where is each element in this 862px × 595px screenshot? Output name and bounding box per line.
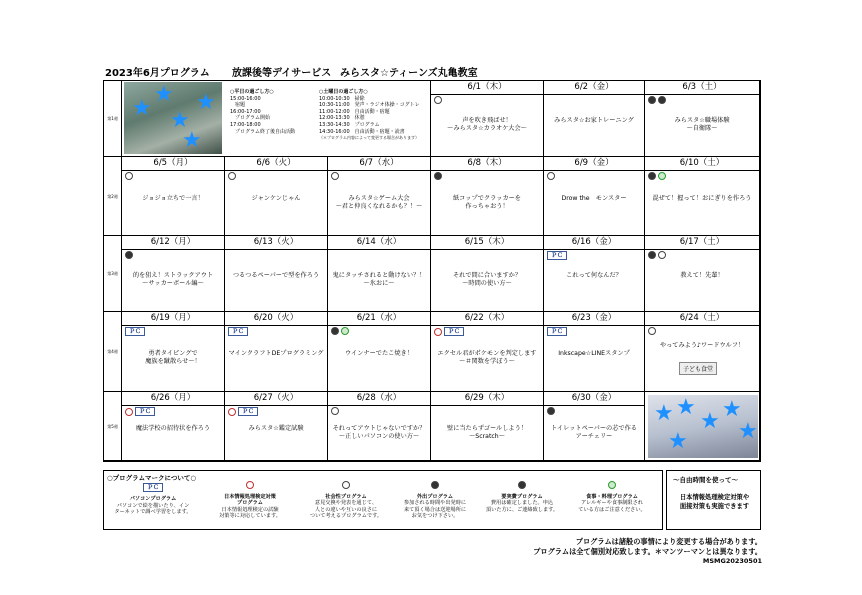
day-cell — [122, 157, 225, 236]
legend-item-title: 要実費プログラム — [501, 493, 543, 500]
day-date: 6/21（水） — [328, 312, 430, 326]
program-title: 鬼にタッチされると動けない？！ ～氷おに～ — [332, 272, 426, 287]
day-cell — [225, 236, 328, 312]
free-time-box — [666, 470, 761, 530]
legend-item — [204, 481, 296, 520]
day-date: 6/12（月） — [122, 236, 224, 250]
food-icon — [608, 481, 616, 489]
program-title: 的を狙え！ストラックアウト ～サッカーボール編～ — [132, 272, 214, 287]
week1-info-cell — [122, 81, 431, 157]
week-label: 第3週 — [104, 236, 122, 312]
star-mark-icon: ★ — [132, 96, 152, 121]
hobby-icon — [648, 172, 656, 180]
program-title: 魔法学校の招待状を作ろう — [135, 424, 211, 432]
legend-item — [300, 481, 392, 520]
saturday-schedule-line: 12:00-13:30 休憩 — [319, 115, 365, 122]
day-cell — [225, 392, 328, 461]
day-date: 6/29（木） — [431, 392, 543, 406]
day-cell — [645, 312, 760, 392]
saturday-schedule-line: 10:30-11:00 発声・ラジオ体操・コグトレ — [319, 102, 420, 109]
day-cell — [328, 392, 431, 461]
food-icon — [341, 327, 349, 335]
pc-badge-icon: ＰＣ — [228, 327, 248, 336]
program-title: Drow the モンスター — [561, 194, 627, 202]
legend-item-desc: 意見交換や発表を通じて、 人との違いや互いの良さに ついて考えるプログラムです。 — [309, 500, 383, 520]
day-date: 6/22（木） — [431, 312, 543, 326]
jken-icon — [125, 408, 133, 416]
program-title: みらスタ☆お家トレーニング — [554, 117, 634, 124]
pc-badge-icon: ＰＣ — [125, 327, 145, 336]
week-label: 第4週 — [104, 312, 122, 392]
social-icon — [342, 481, 350, 489]
program-icons — [648, 327, 656, 335]
program-icons — [434, 172, 442, 180]
program-icons — [125, 172, 133, 180]
star-mark-icon: ★ — [738, 419, 758, 444]
outing-icon — [125, 251, 133, 259]
day-date: 6/24（土） — [645, 312, 759, 326]
weekday-schedule-line: 17:00-18:00 — [230, 121, 261, 128]
star-mark-icon: ★ — [722, 397, 742, 422]
saturday-schedule-line: 13:30-14:30 プログラム — [319, 121, 380, 128]
program-icons — [547, 172, 555, 180]
day-cell — [431, 81, 544, 157]
program-icons — [547, 327, 567, 336]
program-title: 紙コップでクラッカーを 作っちゃおう！ — [453, 194, 521, 210]
program-icons — [125, 251, 133, 259]
program-icons — [547, 251, 567, 260]
day-date: 6/5（月） — [122, 157, 224, 171]
program-icons — [331, 172, 339, 180]
day-cell — [431, 236, 544, 312]
social-icon — [434, 96, 442, 104]
program-icons — [434, 327, 464, 336]
day-cell — [544, 81, 645, 157]
jken-icon — [246, 481, 254, 489]
hobby-icon — [518, 481, 526, 489]
week-label: 第2週 — [104, 157, 122, 236]
program-icons — [648, 172, 666, 180]
legend-item — [476, 481, 568, 513]
day-cell — [328, 312, 431, 392]
document-code: MSMG20230501 — [702, 557, 762, 565]
free-time-text: 日本情報処理検定対策や 面接対策も実施できます — [679, 494, 750, 510]
star-mark-icon: ★ — [154, 82, 174, 107]
program-title: トイレットペーパーの芯で作る アーチェリー — [551, 424, 637, 440]
program-title: エクセル君がポケモンを判定します ～＃関数を学ぼう～ — [437, 350, 537, 365]
saturday-schedule-line: 11:00-12:00 自由活動・宿題 — [319, 108, 390, 115]
day-cell — [431, 157, 544, 236]
program-title: 2023年6月プログラム — [105, 68, 210, 79]
program-title: それで間に合いますか？ ～時間の使い方～ — [452, 272, 522, 287]
day-date: 6/20（火） — [225, 312, 327, 326]
star-mark-icon: ★ — [668, 429, 688, 454]
program-title: Inkscape☆LINEスタンプ — [558, 350, 630, 357]
food-icon — [658, 172, 666, 180]
photo-cell — [645, 392, 760, 461]
social-icon — [547, 172, 555, 180]
program-icons — [228, 172, 236, 180]
social-icon — [125, 172, 133, 180]
day-date: 6/13（火） — [225, 236, 327, 250]
day-cell — [544, 236, 645, 312]
pc-badge-icon: ＰＣ — [547, 251, 567, 260]
calendar-grid — [103, 80, 761, 462]
hobby-icon — [547, 407, 555, 415]
program-icons — [125, 407, 155, 416]
group-photo — [648, 395, 758, 458]
legend-heading: ○プログラムマークについて○ — [107, 474, 197, 482]
facility-name: みらスタ☆ティーンズ丸亀教室 — [340, 68, 478, 79]
pc-badge-icon: ＰＣ — [547, 327, 567, 336]
legend-item — [566, 481, 658, 513]
weekday-schedule-line: 15:00-16:00 — [230, 95, 261, 102]
program-icons — [648, 251, 666, 259]
star-mark-icon: ★ — [170, 108, 190, 133]
program-title: みらスタ☆鑑定試験 — [248, 424, 304, 432]
day-date: 6/7（水） — [328, 157, 430, 171]
day-cell — [122, 312, 225, 392]
legend-item-title: 食事・料理プログラム — [586, 493, 638, 500]
weekday-schedule-line: 宿題 — [230, 102, 246, 109]
program-icons — [228, 327, 248, 336]
day-date: 6/6（火） — [225, 157, 327, 171]
program-icons — [331, 407, 339, 415]
legend-item-title: パソコンプログラム — [129, 496, 177, 502]
week-label: 第5週 — [104, 392, 122, 461]
day-date: 6/1（木） — [431, 81, 543, 95]
day-cell — [122, 236, 225, 312]
program-title: 教えて！先輩！ — [680, 272, 724, 279]
program-title: やってみよう♪ワードウルフ！ — [659, 342, 745, 349]
outing-icon — [431, 481, 439, 489]
day-date: 6/16（金） — [544, 236, 644, 250]
day-date: 6/14（水） — [328, 236, 430, 250]
pc-badge-icon: ＰＣ — [444, 327, 464, 336]
day-cell — [225, 157, 328, 236]
program-icons — [648, 96, 666, 104]
weekday-schedule-line: 16:00-17:00 — [230, 108, 261, 115]
program-icons — [228, 407, 258, 416]
program-title: これって何なんだ？ — [566, 272, 622, 279]
program-title: みらスタ☆職場体験 ～自衛隊～ — [674, 117, 730, 132]
legend-item-title: 外出プログラム — [416, 493, 454, 500]
program-title: 混ぜて！握って！おにぎりを作ろう — [652, 194, 752, 202]
day-date: 6/30（金） — [544, 392, 644, 406]
weekday-schedule-heading: ○平日の過ごし方○ — [230, 89, 274, 95]
day-cell — [328, 157, 431, 236]
pc-badge-icon: ＰＣ — [143, 483, 163, 492]
pc-badge-icon: ＰＣ — [135, 407, 155, 416]
day-cell — [544, 312, 645, 392]
legend-item-title: 社会性プログラム — [325, 493, 367, 500]
weekday-schedule-line: プログラム開始 — [230, 115, 270, 122]
program-icons — [125, 327, 145, 336]
footer-notice-2: プログラムは全て個別対応致します。＊マンツーマンとは異なります。 — [533, 547, 762, 556]
day-cell — [225, 312, 328, 392]
legend-item — [389, 481, 481, 520]
program-title: 壁に当たらずゴールしよう！ ～Scratch～ — [446, 424, 527, 440]
star-mark-icon: ★ — [182, 128, 202, 153]
day-date: 6/23（金） — [544, 312, 644, 326]
legend-item — [107, 481, 199, 516]
jken-icon — [228, 408, 236, 416]
hobby-icon — [434, 172, 442, 180]
hobby-icon — [331, 327, 339, 335]
saturday-schedule — [319, 89, 420, 142]
day-cell — [645, 157, 760, 236]
day-cell — [645, 236, 760, 312]
day-cell — [544, 392, 645, 461]
star-mark-icon: ★ — [196, 90, 216, 115]
day-cell — [328, 236, 431, 312]
legend-item-desc: パソコンで絵を描いたり、イン ターネットで調べ学習をします。 — [114, 502, 192, 516]
program-title: それってアウトじゃないですか？ ～正しいパソコンの使い方～ — [332, 424, 426, 440]
hobby-icon — [658, 96, 666, 104]
kodomo-shokudo-badge: 子ども食堂 — [679, 362, 717, 375]
program-title: マインクラフトDEプログラミング — [228, 350, 324, 357]
weekday-schedule-line: プログラム終了後自由活動 — [230, 128, 295, 135]
day-date: 6/10（土） — [645, 157, 759, 171]
program-title: 勇者タイピングで 魔族を蹴散らせ～！ — [145, 350, 201, 365]
legend-item-desc: 参加される時間や出発時に 来て頂く場合は送迎場所に お気をつけ下さい。 — [403, 500, 467, 520]
social-icon — [228, 172, 236, 180]
day-date: 6/26（月） — [122, 392, 224, 406]
program-title: ウインナーでたこ焼き！ — [345, 350, 413, 357]
program-icons — [547, 407, 555, 415]
week-label: 第1週 — [104, 81, 122, 157]
program-icons — [434, 96, 442, 104]
saturday-schedule-line: 10:00-10:30 掃除 — [319, 95, 365, 102]
legend-item-desc: 費用は確定しました。申込 頂いた方に、ご連絡致します。 — [485, 500, 559, 513]
day-date: 6/17（土） — [645, 236, 759, 250]
saturday-schedule-heading: ○土曜日の過ごし方○ — [319, 89, 368, 95]
day-date: 6/15（木） — [431, 236, 543, 250]
day-date: 6/19（月） — [122, 312, 224, 326]
day-cell — [431, 392, 544, 461]
program-title: ジャンケンじゃん — [251, 194, 301, 202]
day-date: 6/27（火） — [225, 392, 327, 406]
day-date: 6/2（金） — [544, 81, 644, 95]
weekday-schedule — [230, 89, 295, 135]
hobby-icon — [648, 251, 656, 259]
jken-icon — [434, 328, 442, 336]
pc-badge-icon: ＰＣ — [238, 407, 258, 416]
program-title: つるつるペーパーで型を作ろう — [232, 272, 320, 279]
social-icon — [331, 407, 339, 415]
program-title: 声を吹き飛ばせ！ ～みらスタ☆カラオケ大会～ — [447, 117, 527, 132]
star-mark-icon: ★ — [654, 401, 674, 426]
day-cell — [645, 81, 760, 157]
legend-box — [103, 470, 663, 530]
activity-photo — [124, 82, 222, 154]
schedule-note: （＊プログラム内容によって変更する場合があります） — [319, 135, 419, 141]
star-mark-icon: ★ — [676, 395, 696, 420]
social-icon — [658, 251, 666, 259]
day-date: 6/9（金） — [544, 157, 644, 171]
star-mark-icon: ★ — [700, 409, 720, 434]
footer-notice-1: プログラムは諸般の事情により変更する場合があります。 — [575, 537, 762, 546]
program-title: ジョジョ立ちで一言！ — [142, 194, 204, 202]
legend-item-desc: アレルギーや食事制限され ている方はご注意ください。 — [578, 500, 646, 513]
legend-item-title: 日本情報処理検定対策 プログラム — [224, 493, 276, 507]
service-name: 放課後等デイサービス — [232, 68, 332, 79]
day-date: 6/8（木） — [431, 157, 543, 171]
day-cell — [544, 157, 645, 236]
outing-icon — [648, 96, 656, 104]
program-title: みらスタ☆ゲーム大会 ～君と仲良くなれるかも？！～ — [335, 194, 423, 210]
program-icons — [331, 327, 349, 335]
free-time-heading: ～自由時間を使って～ — [673, 476, 738, 484]
day-date: 6/3（土） — [645, 81, 759, 95]
legend-item-desc: 日本情報処理検定の試験 対策等に対応しています。 — [219, 506, 281, 520]
day-cell — [122, 392, 225, 461]
social-icon — [331, 172, 339, 180]
day-date: 6/28（水） — [328, 392, 430, 406]
saturday-schedule-line: 14:30-16:00 自由活動・宿題・読書 — [319, 128, 405, 135]
social-icon — [648, 327, 656, 335]
day-cell — [431, 312, 544, 392]
